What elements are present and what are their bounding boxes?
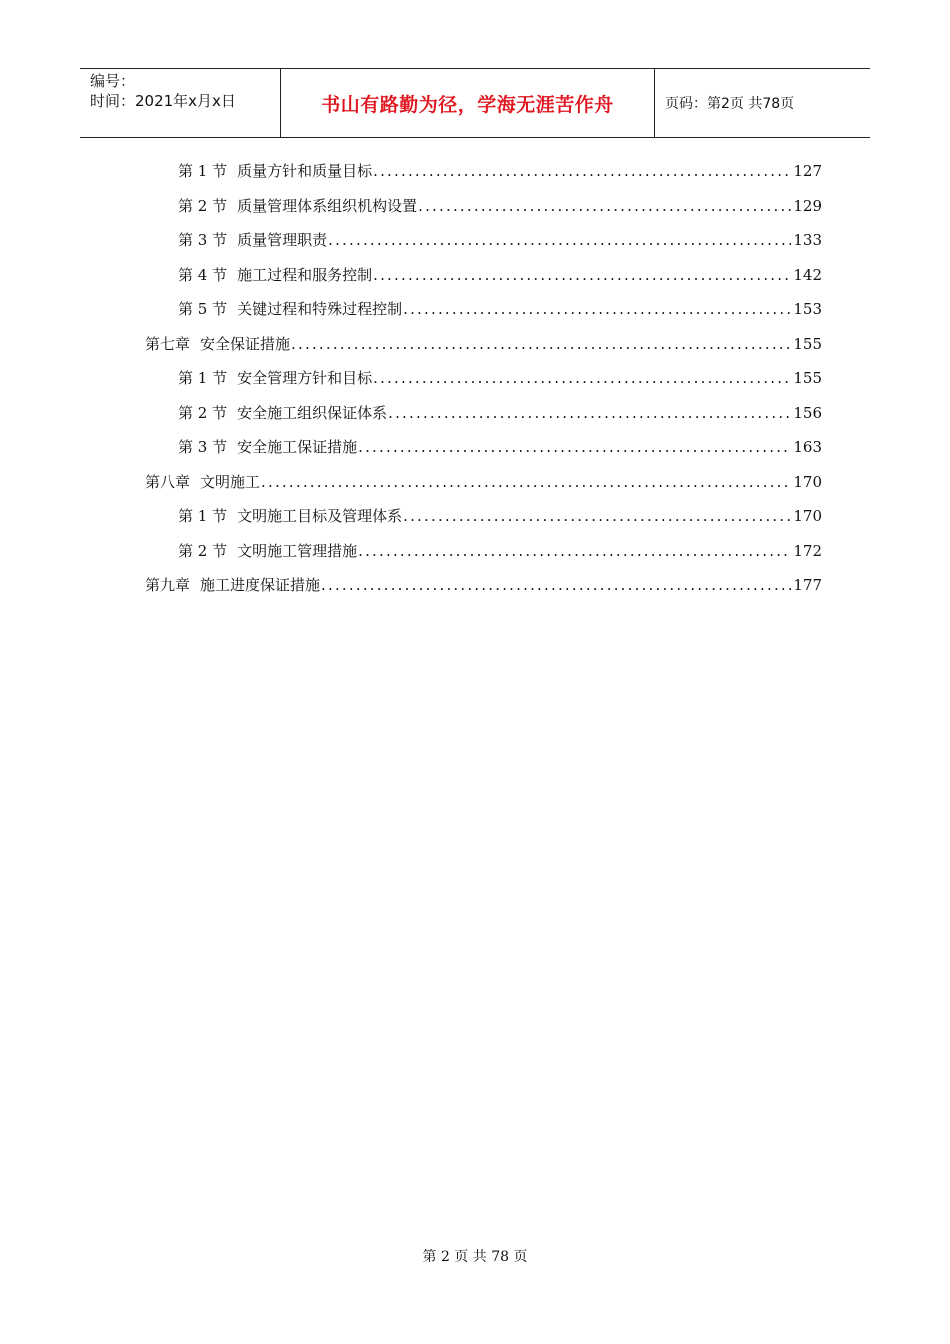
toc-entry-title: 文明施工 — [200, 472, 261, 491]
toc-leader-dots — [358, 542, 791, 560]
header-motto: 书山有路勤为径，学海无涯苦作舟 — [281, 69, 655, 137]
toc-entry-page: 170 — [793, 472, 822, 491]
toc-leader-dots — [261, 473, 791, 491]
toc-section-entry[interactable] — [178, 436, 822, 458]
header-meta — [80, 69, 281, 137]
toc-entry-number: 第九章 — [145, 576, 191, 594]
toc-entry-title: 文明施工管理措施 — [237, 541, 358, 560]
toc-section-entry[interactable] — [178, 160, 822, 182]
toc-chapter-entry[interactable] — [145, 471, 822, 493]
document-number-label: 编号： — [90, 72, 136, 90]
toc-entry-page: 153 — [793, 300, 822, 318]
toc-entry-number: 第 2 节 — [178, 196, 228, 215]
toc-entry-number: 第 1 节 — [178, 162, 228, 180]
page-footer: 第 2 页 共 78 页 — [422, 1249, 528, 1265]
toc-leader-dots — [373, 266, 791, 284]
page-header — [80, 68, 870, 138]
toc-section-entry[interactable] — [178, 540, 822, 562]
toc-entry-number: 第 2 节 — [178, 541, 228, 560]
toc-entry-number: 第八章 — [145, 472, 191, 491]
header-page-info: 页码：第2页 共78页 — [665, 96, 795, 112]
toc-entry-title: 安全施工保证措施 — [237, 438, 358, 456]
toc-entry-title: 安全施工组织保证体系 — [237, 403, 388, 422]
toc-section-entry[interactable] — [178, 298, 822, 320]
toc-entry-number: 第 1 节 — [178, 369, 228, 387]
toc-entry-title: 关键过程和特殊过程控制 — [237, 300, 403, 318]
toc-entry-page: 155 — [793, 369, 822, 387]
toc-entry-title: 质量方针和质量目标 — [237, 162, 373, 180]
toc-leader-dots — [418, 197, 791, 215]
toc-entry-number: 第 5 节 — [178, 300, 228, 318]
toc-leader-dots — [403, 300, 791, 318]
toc-leader-dots — [358, 438, 791, 456]
toc-leader-dots — [291, 335, 791, 353]
toc-entry-page: 142 — [793, 265, 822, 284]
toc-section-entry[interactable] — [178, 367, 822, 389]
toc-section-entry[interactable] — [178, 229, 822, 251]
toc-entry-title: 质量管理职责 — [237, 231, 328, 249]
toc-leader-dots — [328, 231, 791, 249]
toc-leader-dots — [373, 369, 791, 387]
toc-entry-page: 133 — [793, 231, 822, 249]
toc-section-entry[interactable] — [178, 402, 822, 424]
toc-section-entry[interactable] — [178, 195, 822, 217]
toc-entry-number: 第 3 节 — [178, 438, 228, 456]
toc-chapter-entry[interactable] — [145, 333, 822, 355]
toc-entry-title: 安全管理方针和目标 — [237, 369, 373, 387]
toc-entry-page: 163 — [793, 438, 822, 456]
toc-section-entry[interactable] — [178, 264, 822, 286]
toc-entry-page: 155 — [793, 334, 822, 353]
toc-entry-page: 129 — [793, 196, 822, 215]
toc-entry-page: 177 — [793, 576, 822, 594]
toc-entry-number: 第 2 节 — [178, 403, 228, 422]
toc-leader-dots — [373, 162, 791, 180]
toc-entry-title: 安全保证措施 — [200, 334, 291, 353]
toc-entry-title: 文明施工目标及管理体系 — [237, 507, 403, 525]
toc-entry-number: 第 3 节 — [178, 231, 228, 249]
toc-leader-dots — [388, 404, 791, 422]
toc-entry-page: 156 — [793, 403, 822, 422]
toc-entry-number: 第 1 节 — [178, 507, 228, 525]
document-date: 时间：2021年x月x日 — [90, 92, 236, 110]
toc-entry-title: 施工过程和服务控制 — [237, 265, 373, 284]
toc-entry-page: 172 — [793, 541, 822, 560]
toc-entry-page: 170 — [793, 507, 822, 525]
toc-leader-dots — [321, 576, 791, 594]
toc-entry-title: 质量管理体系组织机构设置 — [237, 196, 418, 215]
toc-entry-number: 第 4 节 — [178, 265, 228, 284]
toc-entry-page: 127 — [793, 162, 822, 180]
toc-chapter-entry[interactable] — [145, 574, 822, 596]
toc-section-entry[interactable] — [178, 505, 822, 527]
toc-leader-dots — [403, 507, 791, 525]
toc-entry-title: 施工进度保证措施 — [200, 576, 321, 594]
toc-entry-number: 第七章 — [145, 334, 191, 353]
